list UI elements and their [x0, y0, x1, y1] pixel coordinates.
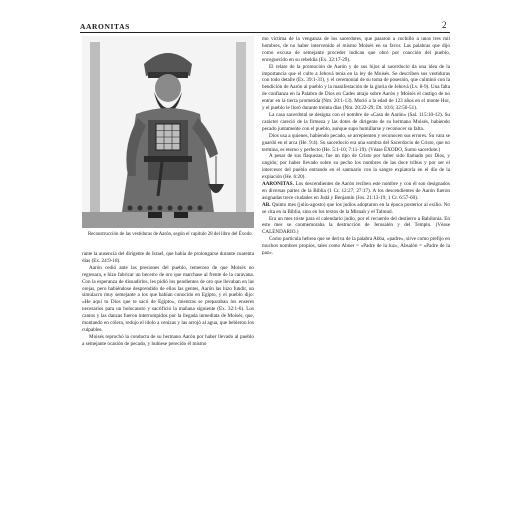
- paragraph: Era un mes triste para el calendario judío, por el recuerdo del destierro a Babilonia. En este mes se conmemoraba la destrucción de Jerusalén y del Templo. (Véase CALENDARIO.): [262, 215, 450, 236]
- paragraph: La casa sacerdotal se designa con el nombre de «Casa de Aarón» (Sal. 115:10-12). Su carácter careció de la firmeza y las dotes de dirigente de su hermano Moisés, habiendo pecado juntamente con el pueblo, aunque supo humillarse y reconocer su falta.: [262, 111, 450, 132]
- dictionary-entry-aaronitas: [262, 181, 450, 202]
- dictionary-entry-ab: [262, 202, 450, 216]
- figure-caption: Reconstrucción de las vestiduras de Aarón, según el capítulo 28 del libro del Éxodo.: [88, 232, 253, 237]
- paragraph: Aarón cedió ante las presiones del pueblo, temeroso de que Moisés no regresara, e hizo fabricar un becerro de oro que marchase al frente de la caravana. Con la esperanza de disuadirlos, les pidió los pendientes de oro que llevaban en las orejas, pero habiéndose desprendido de ellos las gentes, Aarón las hizo fundir, un simulacro muy semejante a los que habían conocido en Egipto, y el pueblo dijo: «He aquí tu Dios que te sacó de Egipto», mientras se preparaban los enseres necesarios para un holocausto y sacrificio la mañana siguiente (Ex. 32:1-6). Los cantos y las danzas fueron interrumpidos por la llegada inmediata de Moisés, que, montando en cólera, redujo el ídolo a cenizas y las arrojó al agua, que bebieron los culpables.: [82, 264, 254, 333]
- paragraph: rante la ausencia del dirigente de Israel, que había de prolongarse durante cuarenta días (Ex. 24:9-18).: [82, 251, 254, 264]
- paragraph: mo víctima de la venganza de los sacerdotes, que pasaron a cuchillo a unos tres mil hombres, de no haber intervenido el mismo Moisés en su favor. Las palabras que dijo como excusa de semejante proceder indican que obró por coacción del pueblo, enceguecido en su rebeldía (Ex. 32:17-29).: [262, 36, 450, 63]
- page-number: 2: [442, 20, 447, 30]
- right-column: [262, 36, 450, 257]
- running-head: AARONITAS: [80, 22, 130, 31]
- paragraph: Dios usa a quienes, habiendo pecado, se arrepienten y reconocen sus errores. Su vara se guardó en el arca (He. 9:4). Su sacerdocio era una sombra del Sacerdocio de Cristo, que no termina, es eterno y perfecto (He. 5:1-10; 7:11-19). (Véase ÉXODO, Sumo sacerdote.): [262, 132, 450, 153]
- left-column: [82, 251, 254, 348]
- entry-headword: AB.: [262, 201, 271, 208]
- entry-text: Los descendientes de Aarón reciben este nombre y con él son designados en diversas partes de la Biblia (1 Cr. 12:27; 27:17). A los descendientes de Aarón fueron asignadas trece ciudades en Judá y Benjamín (Jos. 21:13-19; 1 Cr. 6:57-60).: [262, 181, 450, 201]
- paragraph: A pesar de sus flaquezas, fue un tipo de Cristo por haber sido llamado por Dios, y ungido; por haber llevado sobre su pecho los nombres de las doce tribus y por ser el intercesor del pueblo entrando en el santuario con la sangre expiatoria en el día de la expiación (He. 6:20).: [262, 153, 450, 181]
- entry-headword: AARONITAS.: [262, 181, 294, 188]
- paragraph: Moisés reprochó la conducta de su hermano Aarón por haber llevado al pueblo a semejante ocasión de pecado, y hubiese perecido él mismo: [82, 333, 254, 347]
- paragraph: Como partícula hebrea que se deriva de la palabra Abba, «padre», sirve como prefijo en muchos nombres propios, tales como Abner = «Padre de la luz», Absalón = «Padre de la paz».: [262, 236, 450, 257]
- high-priest-illustration: [82, 36, 254, 228]
- paragraph: El relato de la promoción de Aarón y de sus hijos al sacerdocio da una idea de la importancia que el culto a Jehová tenía en la ley de Moisés. Se describen sus vestiduras con todo detalle (Ex. 39:1-31), y el ceremonial de su toma de posesión, que culminó con la bendición de Aarón al pueblo y la manifestación de la gloria de Jehová (Lv. 8-9). Una falta de confianza en la Palabra de Dios en Cades atrajo sobre Aarón y Moisés el castigo de no entrar en la tierra prometida (Nm. 20:1-13). Murió a la edad de 123 años en el monte Hor, y el pueblo le lloró durante treinta días (Nm. 20:22-29; Dt. 10:6; 32:50-51).: [262, 63, 450, 112]
- entry-text: Quinto mes (julio-agosto) que los judíos adoptaron en la época posterior al exilio. No se cita en la Biblia, sino en los textos de la Misnah y el Talmud.: [262, 201, 450, 215]
- header-rule: [80, 32, 450, 33]
